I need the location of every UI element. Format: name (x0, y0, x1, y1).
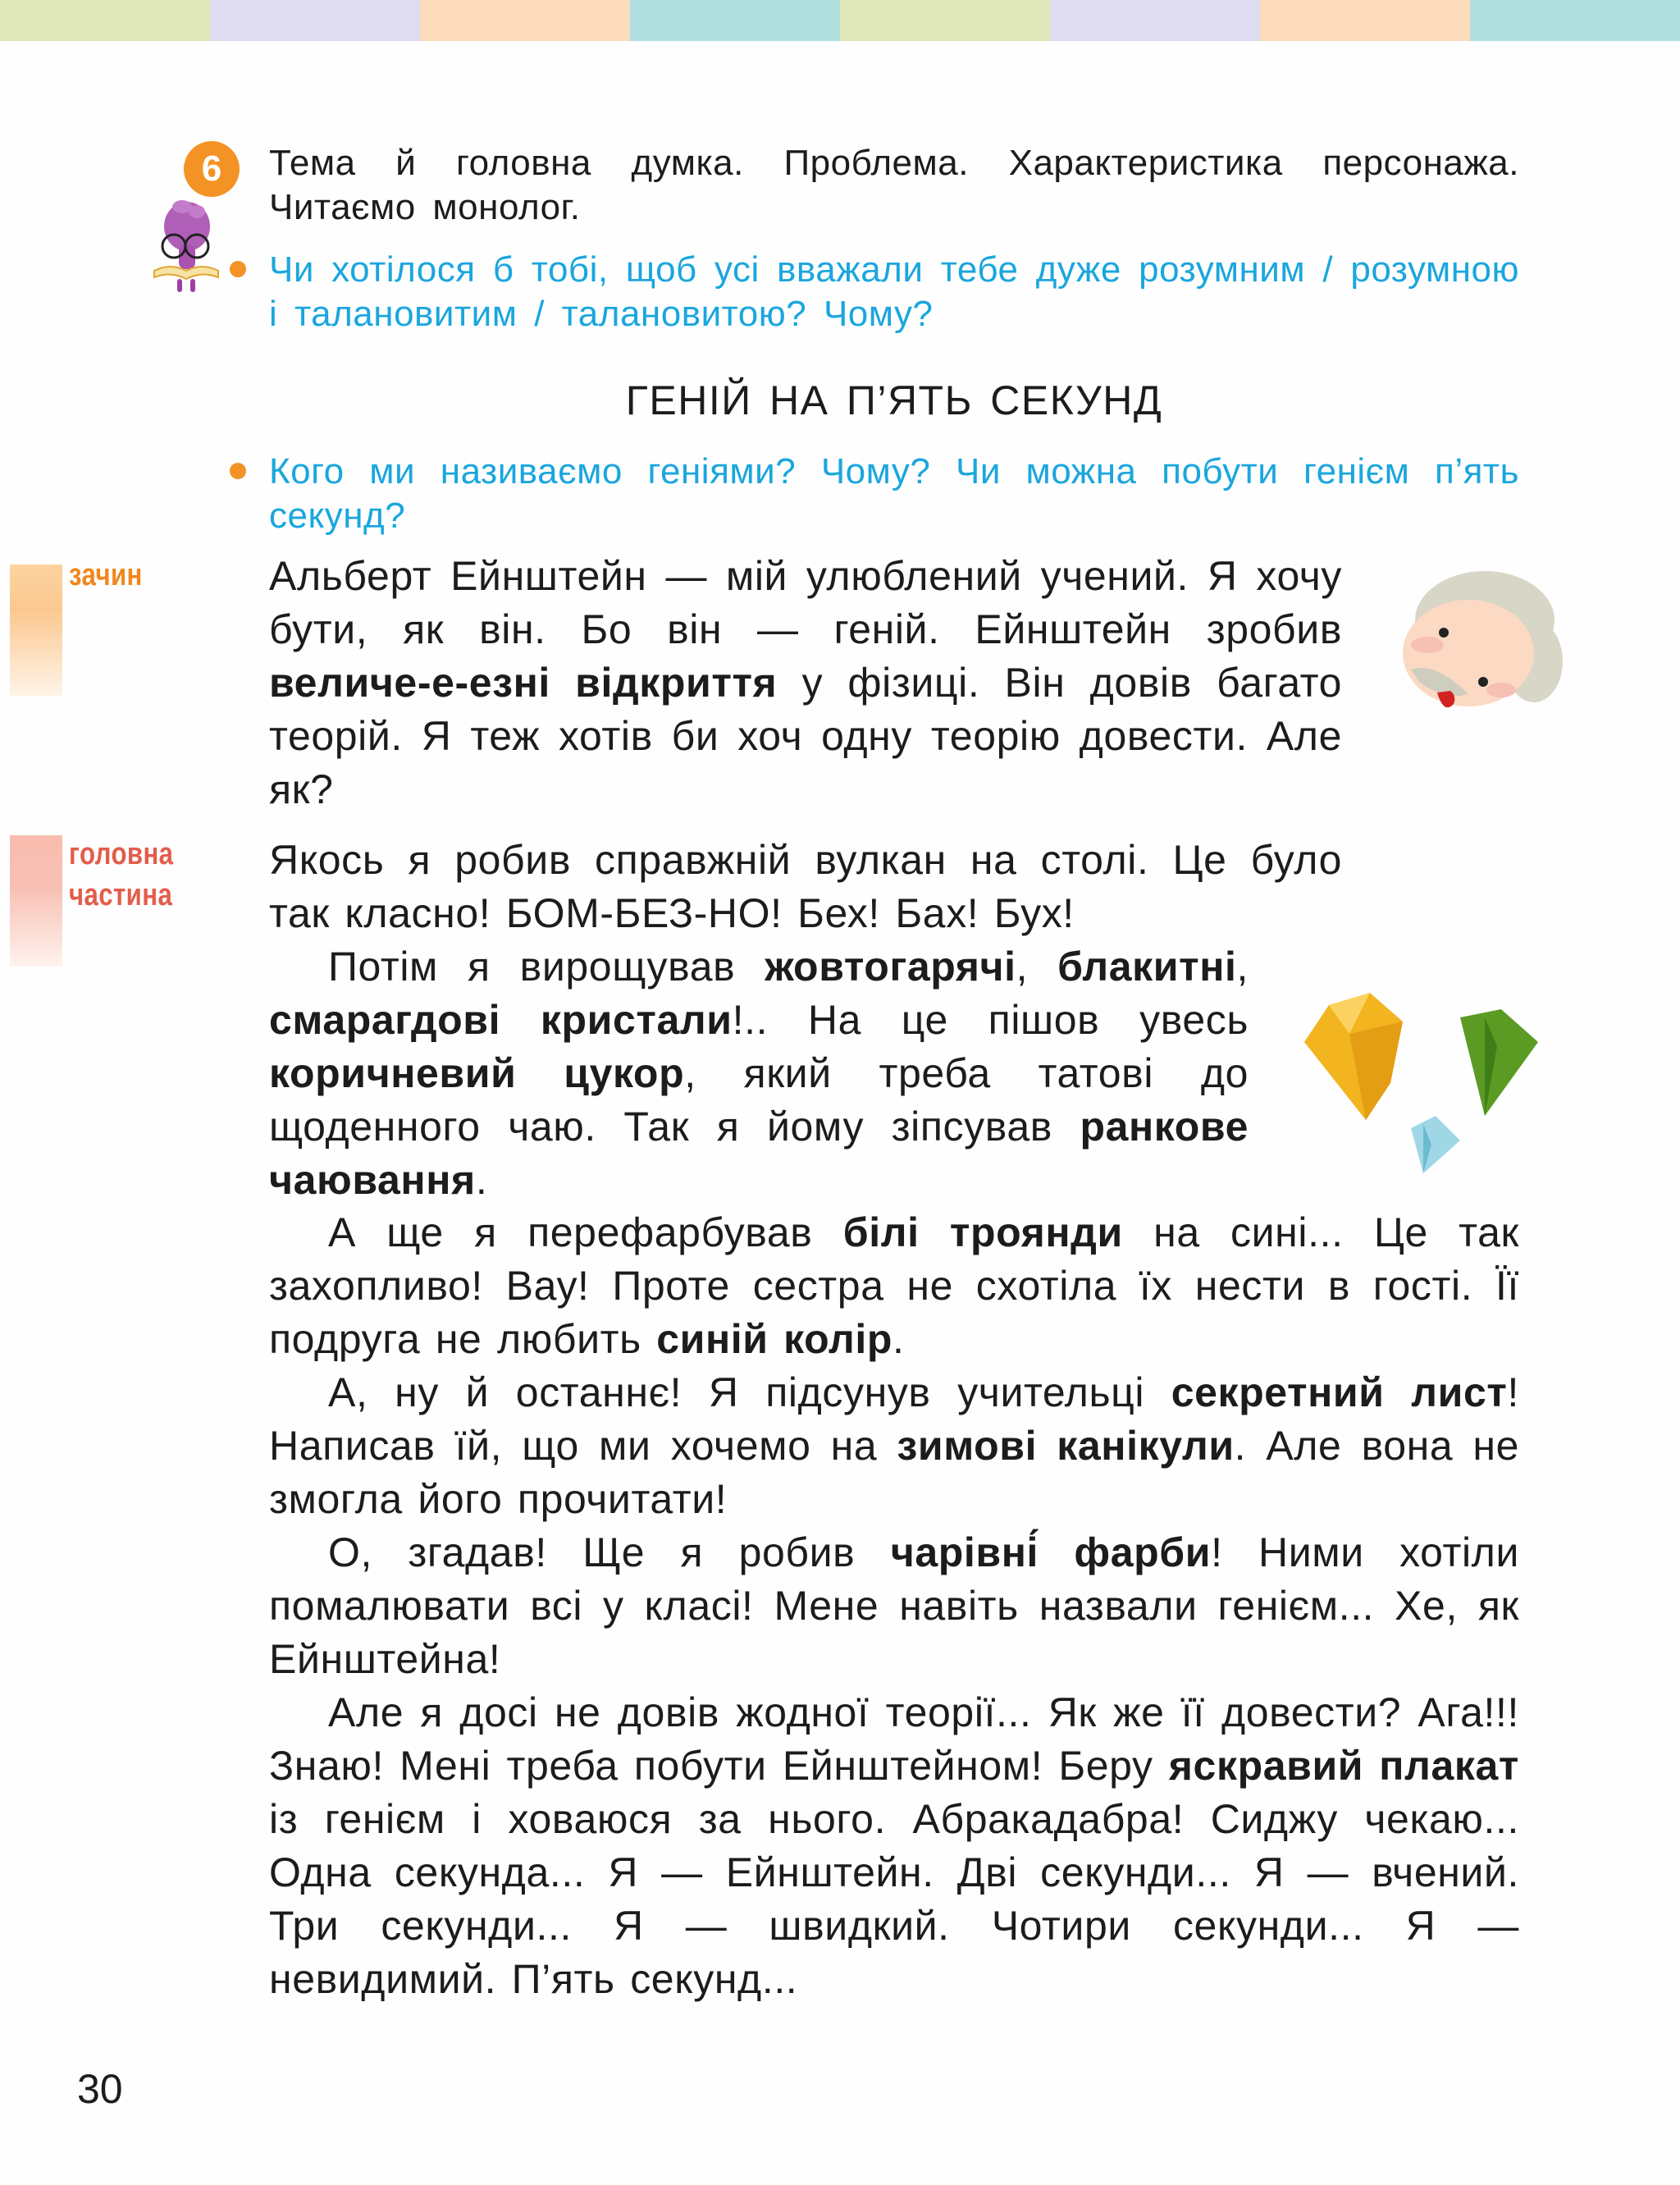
main-section-marker (10, 835, 62, 967)
text: із генієм і ховаюся за нього. Абракадабра! Сиджу чекаю... Одна секунда... Я — Ейнштейн. Дві секунди... Я — вчений. Три секунди... Я — швидкий. Чотири секунди... Я — невидимий. П’ять секунд... (269, 1796, 1519, 2002)
einstein-illustration-icon (1378, 555, 1575, 719)
bold-text: яскравий плакат (1168, 1743, 1519, 1789)
bold-text: синій колір (656, 1316, 892, 1362)
crystals-illustration-icon (1288, 985, 1542, 1182)
band-segment (840, 0, 1050, 41)
text: . Але вона не змогла його прочитати! (269, 1423, 1520, 1522)
main-label-line2: частина (69, 878, 173, 912)
text: , (1236, 944, 1249, 990)
story-title: ГЕНІЙ НА П’ЯТЬ СЕКУНД (625, 377, 1163, 423)
text: . (892, 1316, 905, 1362)
text: Альберт Ейнштейн — мій улюблений учений. Я хочу бути, як він. Бо він — геній. Ейнштейн зробив (269, 553, 1342, 652)
reading-mascot-icon (149, 195, 223, 295)
text: ! Ними хотіли помалювати всі у класі! Мене навіть назвали генієм... Хе, як Ейнштейна! (269, 1529, 1519, 1682)
prereading-question: Чи хотілося б тобі, щоб усі вважали тебе дуже розумним / розумною і талановитим / талановитою? Чому? (269, 249, 1519, 334)
bold-text: смарагдові кристали (269, 997, 733, 1043)
band-segment (1260, 0, 1470, 41)
paragraph-group (269, 1206, 1519, 2006)
bold-text: величе-е-езні відкриття (269, 660, 778, 706)
bullet-icon (230, 463, 246, 479)
band-segment (0, 0, 210, 41)
intro-section-label: зачин (69, 558, 143, 592)
story-question: Кого ми називаємо геніями? Чому? Чи можна побути генієм п’ять секунд? (269, 451, 1519, 536)
bold-text: жовтогарячі (765, 944, 1016, 990)
text: Якось я робив справжній вулкан на столі. Це було так класно! БОМ-БЕЗ-НО! Бех! Бах! Бух! (269, 837, 1342, 936)
paragraph-intro (269, 550, 1342, 816)
band-segment (630, 0, 840, 41)
text: у фізиці. Він довів багато теорій. Я теж хотів би хоч одну теорію довести. Але як? (269, 660, 1342, 812)
main-label-line1: головна (69, 837, 174, 871)
text: , (1016, 944, 1058, 990)
paragraph-paints (269, 1526, 1519, 1686)
text: А ще я перефарбував (328, 1209, 843, 1255)
top-color-band (0, 0, 1680, 41)
paragraph-letter (269, 1366, 1519, 1526)
paragraph-crystals (269, 940, 1249, 1207)
paragraph-volcano (269, 834, 1342, 940)
text: !.. На це пішов увесь (732, 997, 1249, 1043)
bold-text: блакитні (1057, 944, 1237, 990)
paragraph-roses (269, 1206, 1519, 1366)
text: О, згадав! Ще я робив (328, 1529, 891, 1575)
text: Потім я вирощував (328, 944, 765, 990)
intro-section-marker (10, 565, 62, 696)
main-section-label (69, 834, 173, 916)
paragraph-poster (269, 1686, 1519, 2006)
band-segment (210, 0, 420, 41)
band-segment (1470, 0, 1680, 41)
bold-text: ранкове чаювання (269, 1104, 1249, 1203)
band-segment (420, 0, 630, 41)
text: А, ну й останнє! Я підсунув учительці (328, 1369, 1171, 1415)
bold-text: чарівні́ фарби (890, 1529, 1212, 1575)
bold-text: секретний лист (1171, 1369, 1508, 1415)
task-number-badge: 6 (184, 141, 240, 197)
text: Але я досі не довів жодної теорії... Як же її довести? Ага!!! Знаю! Мені треба побути Ейнштейном! Беру (269, 1689, 1519, 1789)
bold-text: білі троянди (842, 1209, 1123, 1255)
bullet-icon (230, 261, 246, 277)
text: на сині... Це так захопливо! Вау! Проте сестра не схотіла їх нести в гості. Її подруга не любить (269, 1209, 1519, 1362)
text: ! Написав їй, що ми хочемо на (269, 1369, 1519, 1469)
bold-text: зимові канікули (897, 1423, 1235, 1469)
text: , який треба татові до щоденного чаю. Так я йому зіпсував (269, 1050, 1249, 1150)
page-number: 30 (77, 2066, 123, 2112)
text: . (475, 1157, 488, 1203)
bold-text: коричневий цукор (269, 1050, 685, 1096)
task-heading: Тема й головна думка. Проблема. Характеристика персонажа. Читаємо монолог. (269, 143, 1519, 227)
band-segment (1050, 0, 1260, 41)
